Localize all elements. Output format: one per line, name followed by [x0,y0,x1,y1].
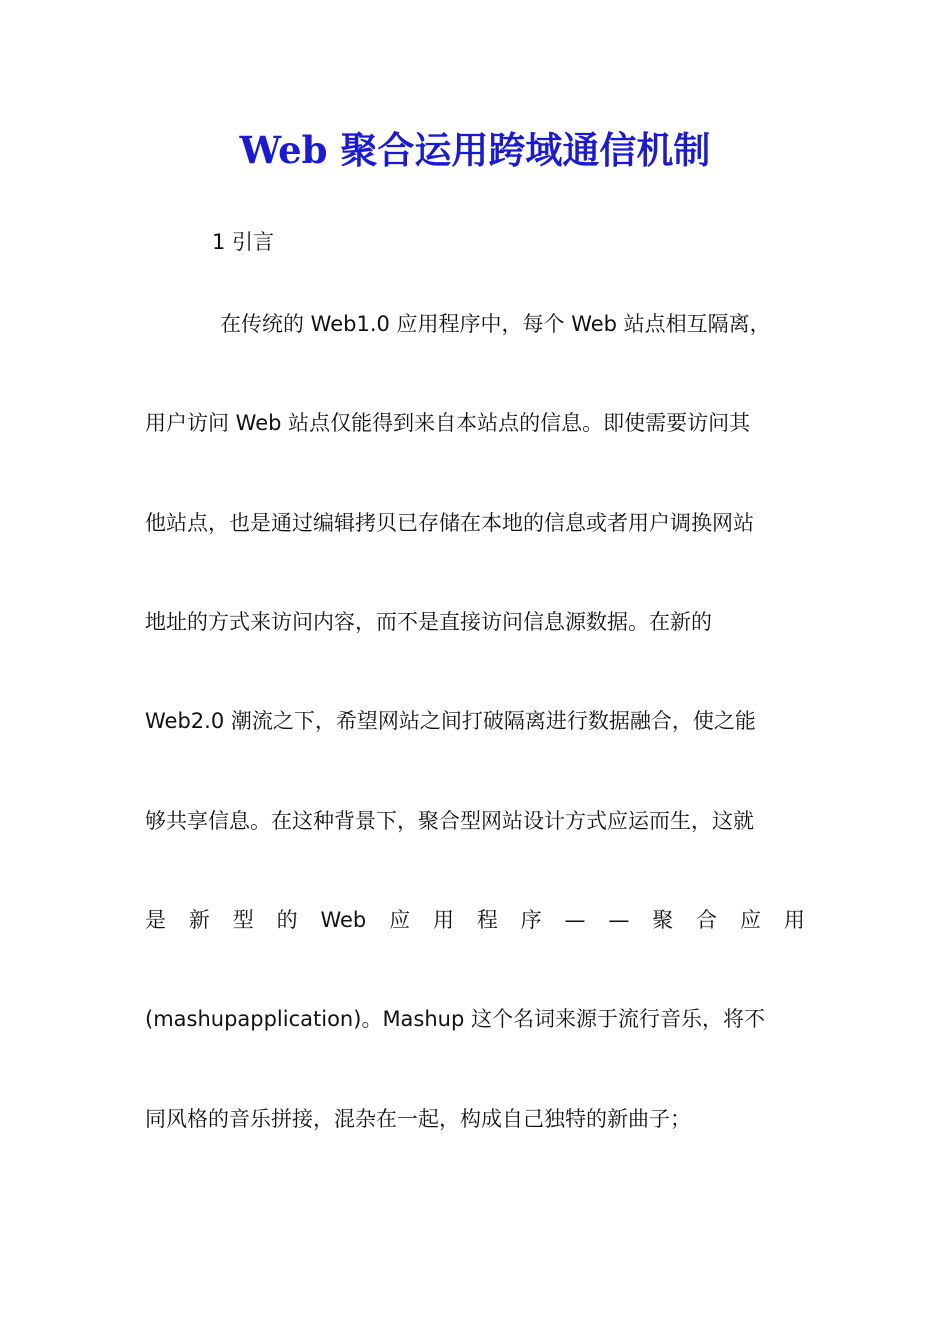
paragraph-line-9: 同风格的音乐拼接，混杂在一起，构成自己独特的新曲子； [145,1107,691,1131]
line-7-token: 序 [520,908,542,932]
line-7-token: 是 [145,908,166,932]
line-7-token: 用 [432,908,454,932]
line-7-token: 应 [389,908,411,932]
paragraph-line-7 [145,904,805,936]
paragraph-line-3: 他站点，也是通过编辑拷贝已存储在本地的信息或者用户调换网站 [145,511,754,535]
paragraph-line-1: 在传统的 Web1.0 应用程序中，每个 Web 站点相互隔离， [220,312,771,336]
line-7-token: 聚 [652,908,674,932]
line-7-token: 应 [739,908,761,932]
line-7-token: Web [320,908,367,932]
section-heading: 1 引言 [212,230,275,254]
paragraph-line-6: 够共享信息。在这种背景下，聚合型网站设计方式应运而生，这就 [145,809,754,833]
line-7-token: — [564,908,586,932]
document-title: Web 聚合运用跨域通信机制 [239,128,711,172]
line-7-token: 新 [188,908,210,932]
paragraph-line-5: Web2.0 潮流之下，希望网站之间打破隔离进行数据融合，使之能 [145,709,756,733]
paragraph-line-4: 地址的方式来访问内容，而不是直接访问信息源数据。在新的 [145,610,712,634]
line-7-token: 程 [476,908,498,932]
line-7-token: — [608,908,630,932]
line-7-token: 合 [696,908,718,932]
paragraph-line-2: 用户访问 Web 站点仅能得到来自本站点的信息。即使需要访问其 [145,411,751,435]
line-7-token: 的 [276,908,298,932]
line-7-token: 用 [783,908,805,932]
line-7-token: 型 [232,908,254,932]
paragraph-line-8: (mashupapplication)。Mashup 这个名词来源于流行音乐，将不 [145,1007,765,1031]
